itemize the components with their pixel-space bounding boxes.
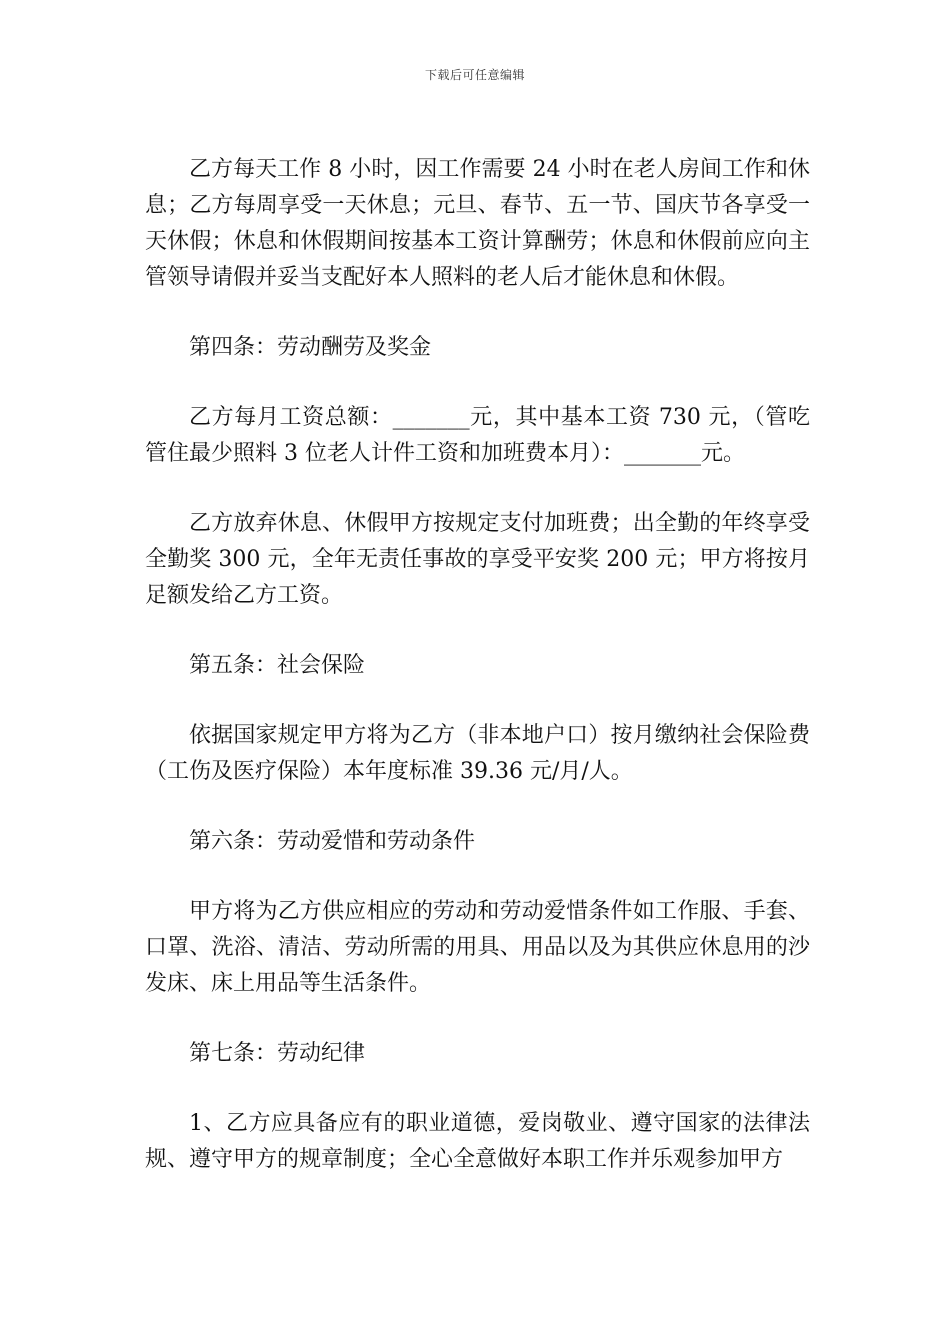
paragraph-social-insurance: 依据国家规定甲方将为乙方（非本地户口）按月缴纳社会保险费（工伤及医疗保险）本年度标准 39.36 元/月/人。 [145, 723, 810, 784]
article-5-heading: 第五条：社会保险 [189, 653, 366, 678]
article-7-heading: 第七条：劳动纪律 [189, 1041, 366, 1066]
paragraph-discipline-1: 1、乙方应具备应有的职业道德，爱岗敬业、遵守国家的法律法规、遵守甲方的规章制度；全心全意做好本职工作并乐观参加甲方 [145, 1111, 810, 1172]
paragraph-salary: 乙方每月工资总额：_______元，其中基本工资 730 元，（管吃管住最少照料 3 位老人计件工资和加班费本月）：_______元。 [145, 405, 810, 466]
article-4-heading: 第四条：劳动酬劳及奖金 [189, 335, 432, 360]
document-body [145, 152, 810, 1212]
page-header: 下载后可任意编辑 [424, 68, 525, 82]
paragraph-overtime-bonus: 乙方放弃休息、休假甲方按规定支付加班费；出全勤的年终享受全勤奖 300 元，全年无责任事故的享受平安奖 200 元；甲方将按月足额发给乙方工资。 [145, 511, 810, 608]
article-6-heading: 第六条：劳动爱惜和劳动条件 [189, 829, 476, 854]
paragraph-work-hours: 乙方每天工作 8 小时，因工作需要 24 小时在老人房间工作和休息；乙方每周享受一天休息；元旦、春节、五一节、国庆节各享受一天休假；休息和休假期间按基本工资计算酬劳；休息和休假前应向主管领导请假并妥当支配好本人照料的老人后才能休息和休假。 [145, 157, 810, 290]
paragraph-labor-protection: 甲方将为乙方供应相应的劳动和劳动爱惜条件如工作服、手套、口罩、洗浴、清洁、劳动所需的用具、用品以及为其供应休息用的沙发床、床上用品等生活条件。 [145, 899, 810, 996]
